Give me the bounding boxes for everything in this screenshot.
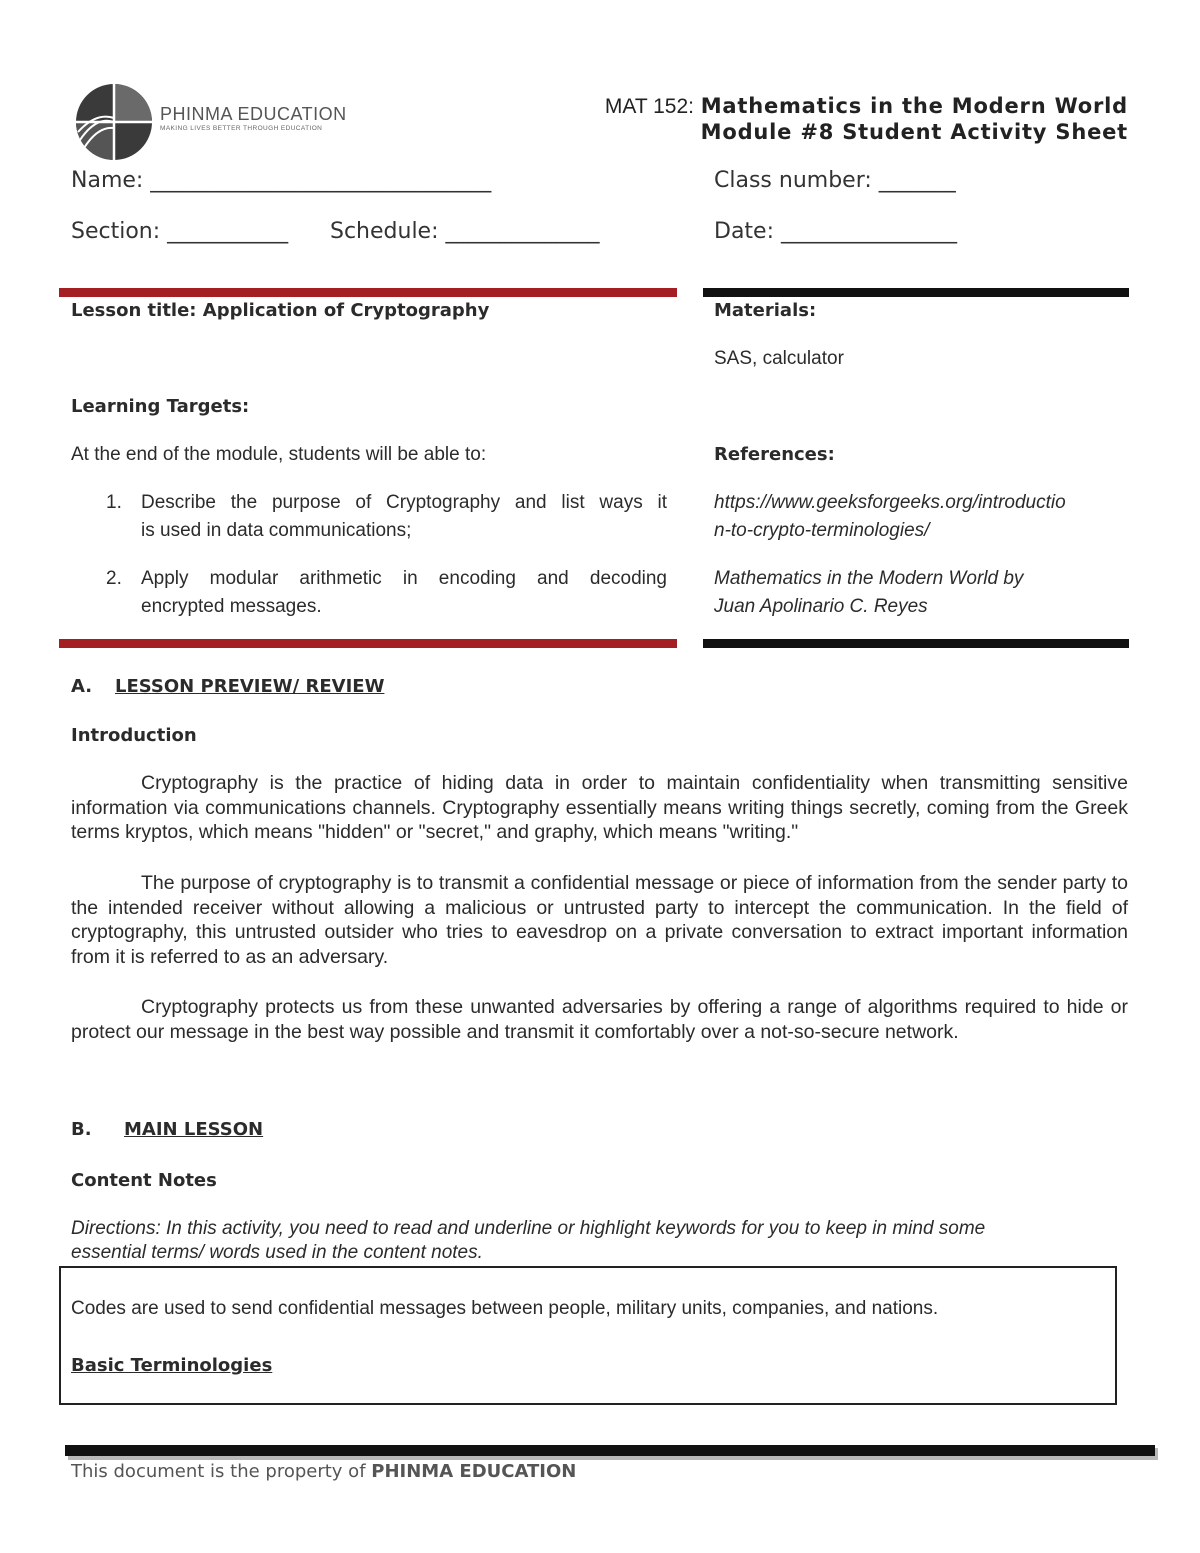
- reference-1-line2[interactable]: n-to-crypto-terminologies/: [714, 520, 930, 541]
- content-notes-box: [59, 1266, 1117, 1405]
- references-label: References:: [714, 444, 835, 465]
- name-field[interactable]: Name: _______________________________: [71, 168, 492, 193]
- schedule-field[interactable]: Schedule: ______________: [330, 219, 600, 244]
- intro-paragraph-1: Cryptography is the practice of hiding data in order to maintain confidentiality when transmitting sensitive information via communications channels. Cryptography essentially means writing things secretly, coming from the Greek terms kryptos, which means "hidden" or "secret," and graphy, which means "writing.": [71, 772, 1128, 844]
- right-top-rule: [703, 288, 1129, 297]
- footer-prefix: This document is the property of: [71, 1461, 372, 1482]
- course-title: Mathematics in the Modern World: [700, 94, 1128, 118]
- intro-paragraph-3: Cryptography protects us from these unwanted adversaries by offering a range of algorithms required to hide or protect our message in the best way possible and transmit it comfortably over a not-so-secure network.: [71, 996, 1128, 1043]
- reference-2-line2: Juan Apolinario C. Reyes: [714, 596, 928, 617]
- logo-brand-name: PHINMA EDUCATION: [160, 104, 347, 124]
- footer-owner: PHINMA EDUCATION: [371, 1461, 577, 1482]
- learning-targets-label: Learning Targets:: [71, 396, 250, 417]
- directions-line1: Directions: In this activity, you need to read and underline or highlight keywords for you to keep in mind some: [71, 1218, 986, 1239]
- target-2-line2: encrypted messages.: [141, 596, 322, 617]
- section-a-letter: A.: [71, 676, 93, 697]
- lesson-title: Lesson title: Application of Cryptography: [71, 300, 490, 321]
- directions-line2: essential terms/ words used in the content notes.: [71, 1242, 483, 1263]
- right-bottom-rule: [703, 639, 1129, 648]
- section-field[interactable]: Section: ___________: [71, 219, 289, 244]
- intro-paragraph-2: The purpose of cryptography is to transmit a confidential message or piece of information from the sender party to the intended receiver without allowing a malicious or untrusted party to intercept the communication. In the field of cryptography, this untrusted outsider who tries to eavesdrop on a private conversation to extract important information from it is referred to as an adversary.: [71, 872, 1128, 968]
- codes-sentence: Codes are used to send confidential messages between people, military units, companies, and nations.: [71, 1298, 939, 1319]
- class-number-field[interactable]: Class number: _______: [714, 168, 956, 193]
- target-1-number: 1.: [106, 492, 122, 513]
- date-field[interactable]: Date: ________________: [714, 219, 957, 244]
- reference-1-line1[interactable]: https://www.geeksforgeeks.org/introductio: [714, 492, 1066, 513]
- materials-label: Materials:: [714, 300, 817, 321]
- content-notes-heading: Content Notes: [71, 1170, 217, 1191]
- reference-2-line1: Mathematics in the Modern World by: [714, 568, 1024, 589]
- left-top-rule: [59, 288, 677, 297]
- section-b-letter: B.: [71, 1119, 92, 1140]
- left-bottom-rule: [59, 639, 677, 648]
- target-2-line1: Apply modular arithmetic in encoding and decoding: [141, 568, 667, 589]
- section-a-title: LESSON PREVIEW/ REVIEW: [115, 676, 385, 697]
- module-title: Module #8 Student Activity Sheet: [700, 120, 1128, 144]
- footer-text: [71, 1461, 576, 1482]
- logo-tagline: MAKING LIVES BETTER THROUGH EDUCATION: [160, 125, 323, 132]
- materials-value: SAS, calculator: [714, 348, 844, 369]
- target-1-line2: is used in data communications;: [141, 520, 412, 541]
- targets-intro: At the end of the module, students will be able to:: [71, 444, 487, 465]
- course-title-line: [605, 94, 1128, 119]
- target-2-number: 2.: [106, 568, 122, 589]
- target-1-line1: Describe the purpose of Cryptography and list ways it: [141, 492, 667, 513]
- basic-terminologies-heading: Basic Terminologies: [71, 1355, 273, 1376]
- introduction-heading: Introduction: [71, 725, 197, 746]
- course-code: MAT 152:: [604, 95, 695, 118]
- footer-rule: [65, 1445, 1155, 1456]
- section-b-title: MAIN LESSON: [124, 1119, 264, 1140]
